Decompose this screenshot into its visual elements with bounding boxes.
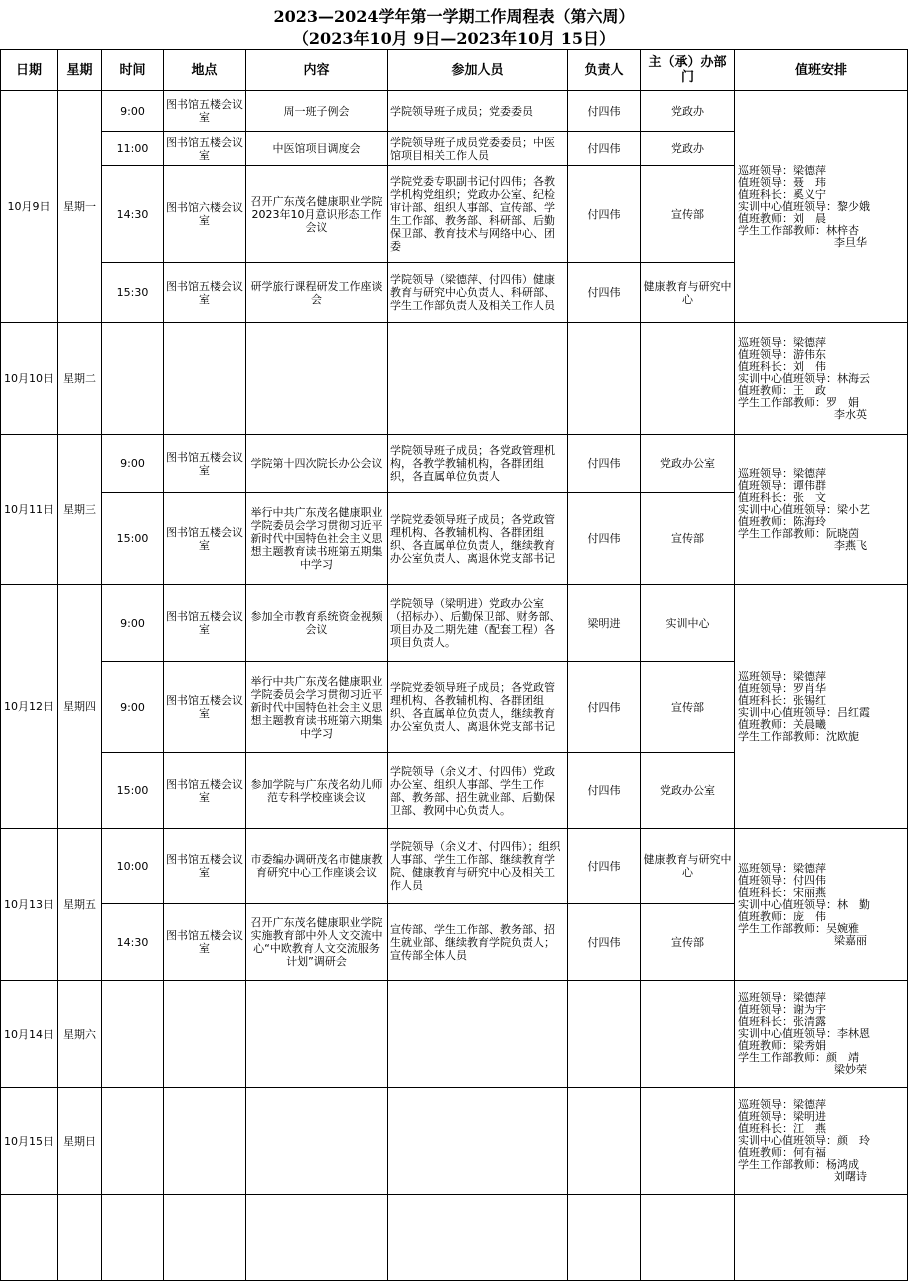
- place-cell: 图书馆五楼会议室: [164, 435, 246, 493]
- empty-cell: [1, 1195, 58, 1281]
- duty-line: 巡班领导：梁德萍: [738, 861, 826, 875]
- duty-line: 值班科长：奚义宁: [738, 187, 826, 201]
- duty-line-extra: 李燕飞: [834, 538, 867, 552]
- lead-cell: [568, 323, 641, 435]
- duty-line: 值班教师：何有福: [738, 1146, 826, 1159]
- schedule-row: [1, 585, 908, 662]
- content-cell: 周一班子例会: [246, 91, 388, 132]
- dept-cell: 健康教育与研究中心: [641, 829, 735, 904]
- dept-cell: 宣传部: [641, 166, 735, 263]
- content-cell: 召开广东茂名健康职业学院实施教育部中外人文交流中心“中欧教育人文交流服务计划”调研会: [246, 904, 388, 981]
- dept-cell: 宣传部: [641, 493, 735, 585]
- time-cell: [102, 981, 164, 1088]
- date-cell: 10月13日: [1, 829, 58, 981]
- dept-cell: 党政办公室: [641, 753, 735, 829]
- schedule-row: [1, 435, 908, 493]
- duty-line: 值班教师：陈海玲: [738, 514, 826, 528]
- duty-cell: [735, 91, 908, 323]
- place-cell: 图书馆五楼会议室: [164, 753, 246, 829]
- empty-cell: [388, 1195, 568, 1281]
- content-cell: [246, 981, 388, 1088]
- duty-line: 值班教师：关晨曦: [738, 717, 826, 731]
- duty-line-extra: 梁嘉丽: [834, 933, 867, 947]
- duty-line: 实训中心值班领导：林海云: [738, 371, 870, 385]
- schedule-title: 2023—2024学年第一学期工作周程表（第六周）: [273, 7, 635, 26]
- duty-line: 巡班领导：梁德萍: [738, 163, 826, 177]
- duty-line: 值班教师：庞 伟: [738, 909, 826, 923]
- header-date: 日期: [1, 50, 58, 91]
- content-cell: 市委编办调研茂名市健康教育研究中心工作座谈会议: [246, 829, 388, 904]
- dept-cell: [641, 1088, 735, 1195]
- participants-cell: [388, 981, 568, 1088]
- date-cell: 10月15日: [1, 1088, 58, 1195]
- time-cell: 11:00: [102, 132, 164, 166]
- duty-line: 值班领导：谭伟群: [738, 478, 826, 492]
- schedule-row: [1, 981, 908, 1088]
- lead-cell: 付四伟: [568, 662, 641, 753]
- time-cell: 9:00: [102, 435, 164, 493]
- weekday-cell: 星期四: [58, 585, 102, 829]
- participants-cell: 学院领导（余义才、付四伟）党政办公室、组织人事部、学生工作部、教务部、招生就业部、后勤保卫部、教网中心负责人。: [388, 753, 568, 829]
- lead-cell: 付四伟: [568, 435, 641, 493]
- duty-cell: [735, 981, 908, 1088]
- empty-cell: [246, 1195, 388, 1281]
- weekly-schedule-table: [0, 49, 908, 1281]
- duty-line: 巡班领导：梁德萍: [738, 991, 826, 1004]
- content-cell: 学院第十四次院长办公会议: [246, 435, 388, 493]
- duty-line: 值班科长：张锡红: [738, 693, 826, 707]
- duty-line: 实训中心值班领导：梁小艺: [738, 502, 870, 516]
- lead-cell: 付四伟: [568, 493, 641, 585]
- place-cell: [164, 1088, 246, 1195]
- duty-cell: [735, 585, 908, 829]
- place-cell: [164, 323, 246, 435]
- duty-cell: [735, 829, 908, 981]
- dept-cell: 党政办: [641, 91, 735, 132]
- time-cell: 15:00: [102, 753, 164, 829]
- empty-cell: [58, 1195, 102, 1281]
- weekday-cell: 星期六: [58, 981, 102, 1088]
- lead-cell: 付四伟: [568, 263, 641, 323]
- duty-line: 学生工作部教师：沈欧旎: [738, 729, 859, 743]
- lead-cell: 付四伟: [568, 132, 641, 166]
- schedule-row: [1, 1088, 908, 1195]
- time-cell: [102, 1088, 164, 1195]
- duty-line: 值班领导：付四伟: [738, 873, 826, 887]
- lead-cell: [568, 981, 641, 1088]
- duty-line-extra: 李水英: [834, 407, 867, 421]
- participants-cell: 学院党委领导班子成员；各党政管理机构、各教辅机构、各群团组织、各直属单位负责人，继续教育办公室负责人、离退休党支部书记: [388, 662, 568, 753]
- schedule-row: [1, 91, 908, 132]
- content-cell: 参加全市教育系统资金视频会议: [246, 585, 388, 662]
- duty-cell: [735, 1088, 908, 1195]
- duty-line-extra: 刘曙诗: [834, 1170, 867, 1183]
- participants-cell: 学院领导（梁明进）党政办公室（招标办）、后勤保卫部、财务部、项目办及二期先建（配套工程）各项目负责人。: [388, 585, 568, 662]
- dept-cell: 党政办公室: [641, 435, 735, 493]
- duty-line: 值班科长：刘 伟: [738, 359, 826, 373]
- place-cell: 图书馆五楼会议室: [164, 662, 246, 753]
- place-cell: 图书馆五楼会议室: [164, 493, 246, 585]
- empty-row: [1, 1195, 908, 1281]
- lead-cell: 付四伟: [568, 904, 641, 981]
- place-cell: 图书馆六楼会议室: [164, 166, 246, 263]
- weekday-cell: 星期三: [58, 435, 102, 585]
- duty-line: 学生工作部教师：杨鸿成: [738, 1158, 859, 1171]
- weekday-cell: 星期日: [58, 1088, 102, 1195]
- lead-cell: [568, 1088, 641, 1195]
- duty-line: 值班教师：梁秀娟: [738, 1039, 826, 1052]
- content-cell: 参加学院与广东茂名幼儿师范专科学校座谈会议: [246, 753, 388, 829]
- duty-line: 学生工作部教师：林梓杏: [738, 223, 859, 237]
- dept-cell: 健康教育与研究中心: [641, 263, 735, 323]
- place-cell: 图书馆五楼会议室: [164, 829, 246, 904]
- duty-line: 实训中心值班领导：李林恩: [738, 1027, 870, 1040]
- dept-cell: 宣传部: [641, 904, 735, 981]
- duty-line: 实训中心值班领导：吕红霞: [738, 705, 870, 719]
- weekday-cell: 星期五: [58, 829, 102, 981]
- header-content: 内容: [246, 50, 388, 91]
- lead-cell: 付四伟: [568, 829, 641, 904]
- header-participants: 参加人员: [388, 50, 568, 91]
- participants-cell: 学院领导（梁德萍、付四伟）健康教育与研究中心负责人、科研部、学生工作部负责人及相关工作人员: [388, 263, 568, 323]
- weekday-cell: 星期一: [58, 91, 102, 323]
- weekday-cell: 星期二: [58, 323, 102, 435]
- duty-line: 值班科长：江 燕: [738, 1122, 826, 1135]
- header-duty: 值班安排: [735, 50, 908, 91]
- date-cell: 10月11日: [1, 435, 58, 585]
- place-cell: [164, 981, 246, 1088]
- dept-cell: [641, 981, 735, 1088]
- empty-cell: [164, 1195, 246, 1281]
- schedule-row: [1, 323, 908, 435]
- participants-cell: [388, 323, 568, 435]
- dept-cell: 宣传部: [641, 662, 735, 753]
- duty-line: 值班领导：聂 玮: [738, 175, 826, 189]
- date-cell: 10月12日: [1, 585, 58, 829]
- header-dept: 主（承）办部门: [641, 50, 735, 91]
- time-cell: 15:00: [102, 493, 164, 585]
- duty-line-extra: 李旦华: [834, 235, 867, 249]
- schedule-row: [1, 829, 908, 904]
- empty-cell: [568, 1195, 641, 1281]
- duty-line: 学生工作部教师：吴婉雅: [738, 921, 859, 935]
- header-lead: 负责人: [568, 50, 641, 91]
- participants-cell: 学院党委领导班子成员；各党政管理机构、各教辅机构、各群团组织、各直属单位负责人，继续教育办公室负责人、离退休党支部书记: [388, 493, 568, 585]
- time-cell: 15:30: [102, 263, 164, 323]
- lead-cell: 付四伟: [568, 91, 641, 132]
- lead-cell: 付四伟: [568, 753, 641, 829]
- place-cell: 图书馆五楼会议室: [164, 904, 246, 981]
- dept-cell: 党政办: [641, 132, 735, 166]
- time-cell: 9:00: [102, 91, 164, 132]
- content-cell: [246, 323, 388, 435]
- duty-line: 值班科长：宋丽燕: [738, 885, 826, 899]
- time-cell: 10:00: [102, 829, 164, 904]
- time-cell: 14:30: [102, 166, 164, 263]
- empty-cell: [102, 1195, 164, 1281]
- dept-cell: 实训中心: [641, 585, 735, 662]
- content-cell: 研学旅行课程研发工作座谈会: [246, 263, 388, 323]
- duty-line: 巡班领导：梁德萍: [738, 466, 826, 480]
- content-cell: [246, 1088, 388, 1195]
- time-cell: 9:00: [102, 662, 164, 753]
- place-cell: 图书馆五楼会议室: [164, 263, 246, 323]
- duty-line: 值班领导：游伟东: [738, 347, 826, 361]
- duty-line: 学生工作部教师：颜 靖: [738, 1051, 859, 1064]
- content-cell: 召开广东茂名健康职业学院2023年10月意识形态工作会议: [246, 166, 388, 263]
- lead-cell: 梁明进: [568, 585, 641, 662]
- content-cell: 举行中共广东茂名健康职业学院委员会学习贯彻习近平新时代中国特色社会主义思想主题教育读书班第五期集中学习: [246, 493, 388, 585]
- date-cell: 10月14日: [1, 981, 58, 1088]
- header-row: [1, 50, 908, 91]
- header-time: 时间: [102, 50, 164, 91]
- place-cell: 图书馆五楼会议室: [164, 585, 246, 662]
- time-cell: 14:30: [102, 904, 164, 981]
- date-cell: 10月10日: [1, 323, 58, 435]
- participants-cell: 学院领导班子成员党委委员；中医馆项目相关工作人员: [388, 132, 568, 166]
- schedule-date-range: （2023年10月 9日—2023年10月 15日）: [292, 29, 616, 48]
- place-cell: 图书馆五楼会议室: [164, 91, 246, 132]
- duty-line: 巡班领导：梁德萍: [738, 1098, 826, 1111]
- participants-cell: 学院领导（余义才、付四伟）；组织人事部、学生工作部、继续教育学院、健康教育与研究中心及相关工作人员: [388, 829, 568, 904]
- duty-line: 值班科长：张 文: [738, 490, 826, 504]
- participants-cell: 学院党委专职副书记付四伟；各教学机构党组织；党政办公室、纪检审计部、组织人事部、宣传部、学生工作部、教务部、科研部、后勤保卫部、教育技术与网络中心、团委: [388, 166, 568, 263]
- duty-line: 值班教师：王 政: [738, 383, 826, 397]
- duty-line: 学生工作部教师：阮晓茵: [738, 526, 859, 540]
- duty-line-extra: 梁妙荣: [834, 1063, 867, 1076]
- participants-cell: [388, 1088, 568, 1195]
- duty-line: 巡班领导：梁德萍: [738, 669, 826, 683]
- content-cell: 举行中共广东茂名健康职业学院委员会学习贯彻习近平新时代中国特色社会主义思想主题教育读书班第六期集中学习: [246, 662, 388, 753]
- header-weekday: 星期: [58, 50, 102, 91]
- duty-cell: [735, 323, 908, 435]
- duty-line: 巡班领导：梁德萍: [738, 335, 826, 349]
- duty-cell: [735, 435, 908, 585]
- duty-line: 实训中心值班领导：颜 玲: [738, 1134, 870, 1147]
- lead-cell: 付四伟: [568, 166, 641, 263]
- header-place: 地点: [164, 50, 246, 91]
- empty-cell: [735, 1195, 908, 1281]
- content-cell: 中医馆项目调度会: [246, 132, 388, 166]
- time-cell: 9:00: [102, 585, 164, 662]
- duty-line: 值班领导：梁明进: [738, 1110, 826, 1123]
- dept-cell: [641, 323, 735, 435]
- duty-line: 值班领导：罗肖华: [738, 681, 826, 695]
- duty-line: 值班领导：谢为宇: [738, 1003, 826, 1016]
- participants-cell: 学院领导班子成员；各党政管理机构，各教学教辅机构，各群团组织，各直属单位负责人: [388, 435, 568, 493]
- empty-cell: [641, 1195, 735, 1281]
- duty-line: 实训中心值班领导：黎少娥: [738, 199, 870, 213]
- duty-line: 值班教师：刘 晨: [738, 211, 826, 225]
- place-cell: 图书馆五楼会议室: [164, 132, 246, 166]
- duty-line: 学生工作部教师：罗 娟: [738, 395, 859, 409]
- participants-cell: 宣传部、学生工作部、教务部、招生就业部、继续教育学院负责人；宣传部全体人员: [388, 904, 568, 981]
- participants-cell: 学院领导班子成员；党委委员: [388, 91, 568, 132]
- duty-line: 实训中心值班领导：林 勤: [738, 897, 870, 911]
- time-cell: [102, 323, 164, 435]
- date-cell: 10月9日: [1, 91, 58, 323]
- duty-line: 值班科长：张清露: [738, 1015, 826, 1028]
